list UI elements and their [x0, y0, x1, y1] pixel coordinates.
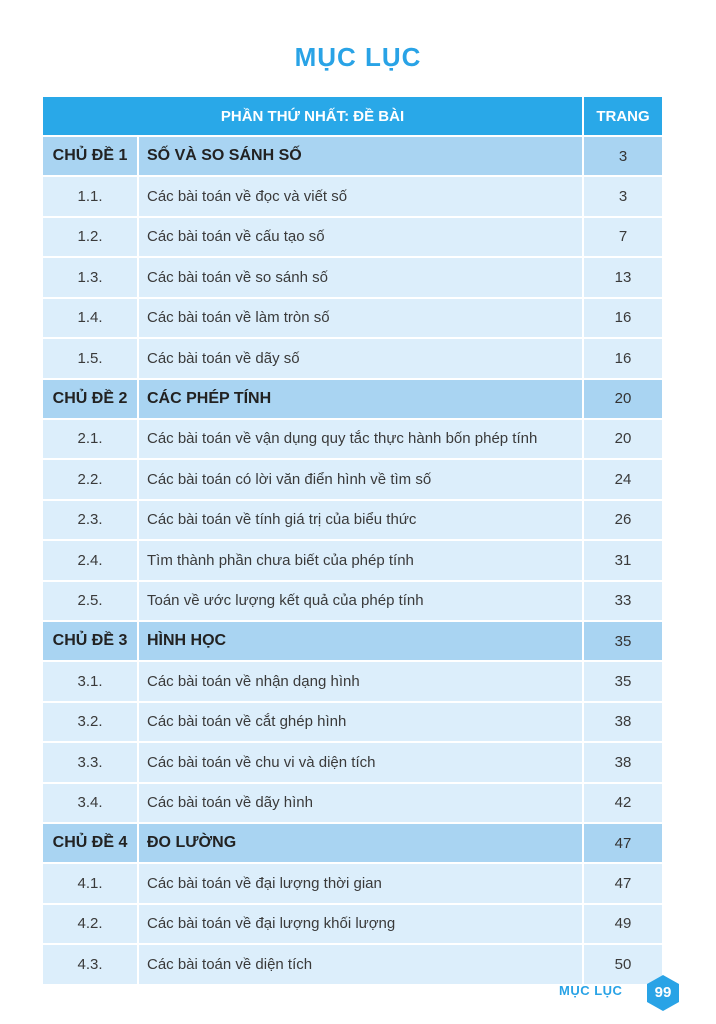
item-number: 3.4.	[43, 784, 139, 825]
toc-item-row	[43, 784, 662, 825]
item-page: 31	[584, 541, 662, 582]
item-number: 1.4.	[43, 299, 139, 340]
topic-row	[43, 380, 662, 420]
topic-label: CHỦ ĐỀ 1	[43, 137, 139, 177]
item-page: 35	[584, 662, 662, 703]
item-number: 1.3.	[43, 258, 139, 299]
item-page: 38	[584, 703, 662, 744]
topic-label: CHỦ ĐỀ 3	[43, 622, 139, 662]
page-column-header: TRANG	[584, 97, 662, 137]
item-number: 2.2.	[43, 460, 139, 501]
table-of-contents	[43, 97, 662, 986]
toc-item-row	[43, 703, 662, 744]
item-title: Các bài toán về vận dụng quy tắc thực hành bốn phép tính	[139, 420, 584, 461]
item-page: 7	[584, 218, 662, 259]
item-number: 3.1.	[43, 662, 139, 703]
toc-item-row	[43, 945, 662, 986]
item-title: Các bài toán về đọc và viết số	[139, 177, 584, 218]
item-page: 42	[584, 784, 662, 825]
topic-row	[43, 622, 662, 662]
item-title: Các bài toán về chu vi và diện tích	[139, 743, 584, 784]
topic-row	[43, 137, 662, 177]
item-page: 16	[584, 339, 662, 380]
toc-item-row	[43, 299, 662, 340]
item-page: 3	[584, 177, 662, 218]
toc-item-row	[43, 541, 662, 582]
item-title: Các bài toán về so sánh số	[139, 258, 584, 299]
item-number: 4.1.	[43, 864, 139, 905]
toc-body	[43, 137, 662, 986]
toc-header-row	[43, 97, 662, 137]
item-number: 1.5.	[43, 339, 139, 380]
item-title: Các bài toán về dãy số	[139, 339, 584, 380]
topic-title: HÌNH HỌC	[139, 622, 584, 662]
item-title: Các bài toán về nhận dạng hình	[139, 662, 584, 703]
item-number: 1.2.	[43, 218, 139, 259]
page-number-badge	[645, 974, 681, 1012]
item-number: 2.5.	[43, 582, 139, 623]
topic-label: CHỦ ĐỀ 2	[43, 380, 139, 420]
item-title: Toán về ước lượng kết quả của phép tính	[139, 582, 584, 623]
section-header: PHẦN THỨ NHẤT: ĐỀ BÀI	[43, 97, 584, 137]
topic-label: CHỦ ĐỀ 4	[43, 824, 139, 864]
topic-title: SỐ VÀ SO SÁNH SỐ	[139, 137, 584, 177]
toc-item-row	[43, 177, 662, 218]
item-number: 3.3.	[43, 743, 139, 784]
page-title: MỤC LỤC	[294, 42, 422, 72]
item-title: Các bài toán về cấu tạo số	[139, 218, 584, 259]
topic-title: CÁC PHÉP TÍNH	[139, 380, 584, 420]
topic-page: 47	[584, 824, 662, 864]
item-title: Các bài toán về đại lượng khối lượng	[139, 905, 584, 946]
item-page: 16	[584, 299, 662, 340]
item-page: 13	[584, 258, 662, 299]
topic-title: ĐO LƯỜNG	[139, 824, 584, 864]
toc-item-row	[43, 339, 662, 380]
item-title: Các bài toán về làm tròn số	[139, 299, 584, 340]
toc-item-row	[43, 743, 662, 784]
toc-item-row	[43, 662, 662, 703]
item-page: 33	[584, 582, 662, 623]
toc-item-row	[43, 864, 662, 905]
item-title: Các bài toán về tính giá trị của biểu thức	[139, 501, 584, 542]
toc-item-row	[43, 501, 662, 542]
item-number: 2.3.	[43, 501, 139, 542]
topic-page: 35	[584, 622, 662, 662]
toc-item-row	[43, 582, 662, 623]
item-number: 1.1.	[43, 177, 139, 218]
item-page: 24	[584, 460, 662, 501]
toc-item-row	[43, 460, 662, 501]
item-page: 26	[584, 501, 662, 542]
item-title: Các bài toán về đại lượng thời gian	[139, 864, 584, 905]
item-number: 4.3.	[43, 945, 139, 986]
topic-page: 3	[584, 137, 662, 177]
item-title: Các bài toán có lời văn điển hình về tìm số	[139, 460, 584, 501]
footer-section-label: MỤC LỤC	[559, 983, 623, 998]
topic-page: 20	[584, 380, 662, 420]
page-number: 99	[654, 984, 672, 1001]
topic-row	[43, 824, 662, 864]
item-number: 3.2.	[43, 703, 139, 744]
item-page: 50	[584, 945, 662, 986]
toc-item-row	[43, 420, 662, 461]
item-page: 49	[584, 905, 662, 946]
item-number: 2.4.	[43, 541, 139, 582]
toc-item-row	[43, 905, 662, 946]
toc-item-row	[43, 258, 662, 299]
item-number: 4.2.	[43, 905, 139, 946]
item-number: 2.1.	[43, 420, 139, 461]
item-title: Các bài toán về diện tích	[139, 945, 584, 986]
item-page: 38	[584, 743, 662, 784]
item-title: Các bài toán về cắt ghép hình	[139, 703, 584, 744]
item-page: 47	[584, 864, 662, 905]
item-page: 20	[584, 420, 662, 461]
item-title: Tìm thành phần chưa biết của phép tính	[139, 541, 584, 582]
toc-item-row	[43, 218, 662, 259]
item-title: Các bài toán về dãy hình	[139, 784, 584, 825]
